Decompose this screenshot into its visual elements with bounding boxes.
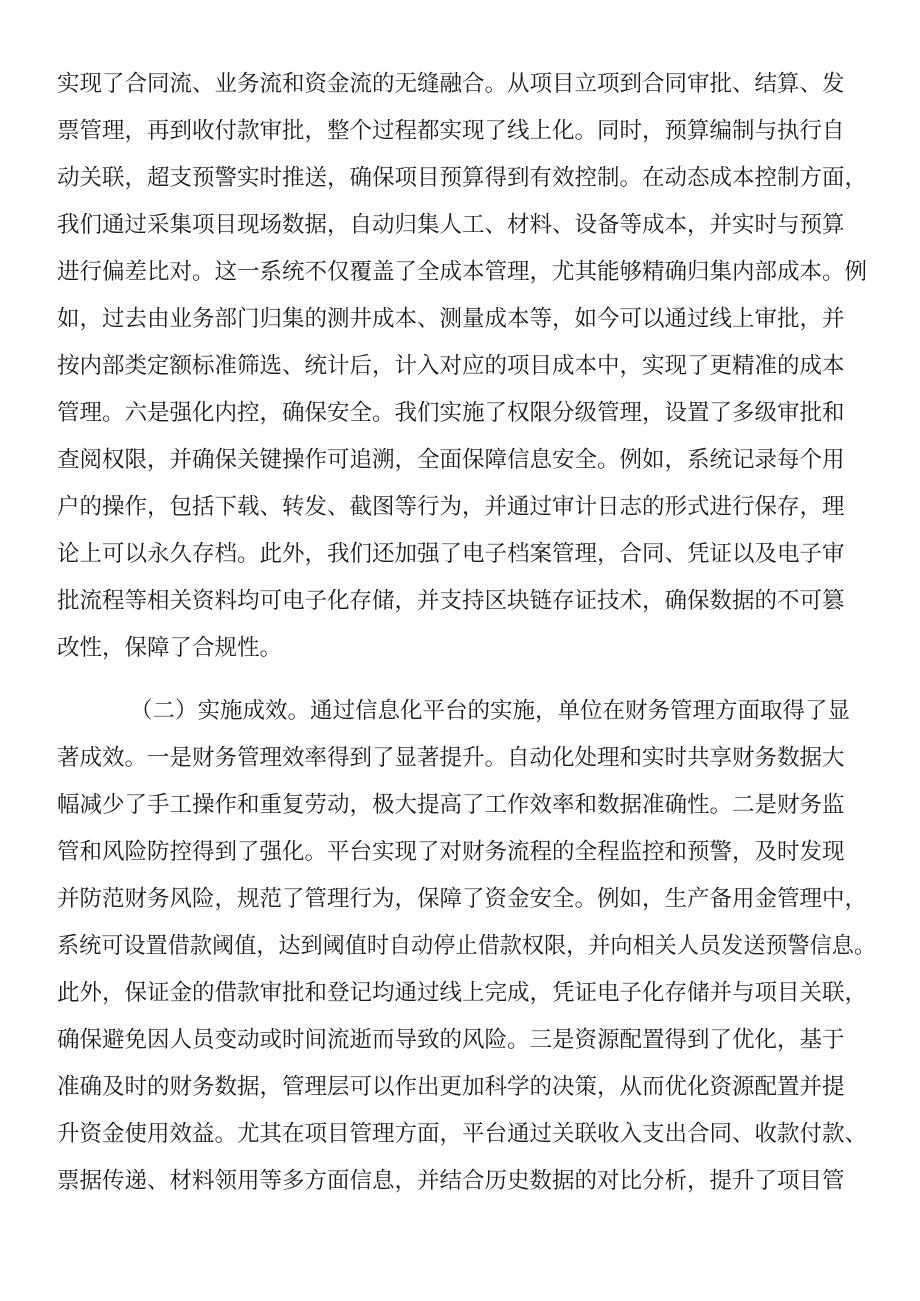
line-text: 升资金使用效益。尤其在项目管理方面，平台通过关联收入支出合同、收款付款、 xyxy=(57,1121,868,1147)
text-line xyxy=(0,1111,920,1157)
line-text: 此外，保证金的借款审批和登记均通过线上完成，凭证电子化存储并与项目关联， xyxy=(57,980,868,1006)
text-line xyxy=(0,1064,920,1110)
text-line xyxy=(0,484,920,530)
text-line xyxy=(0,296,920,342)
text-line xyxy=(0,155,920,201)
section-heading-line xyxy=(0,688,920,734)
line-text: 户的操作，包括下载、转发、截图等行为，并通过审计日志的形式进行保存，理 xyxy=(57,494,845,520)
text-line xyxy=(0,735,920,781)
line-text: 实现了合同流、业务流和资金流的无缝融合。从项目立项到合同审批、结算、发 xyxy=(57,71,845,97)
line-text: （二）实施成效。通过信息化平台的实施，单位在财务管理方面取得了显 xyxy=(130,698,851,724)
line-text: 论上可以永久存档。此外，我们还加强了电子档案管理，合同、凭证以及电子审 xyxy=(57,541,845,567)
line-text: 动关联，超支预警实时推送，确保项目预算得到有效控制。在动态成本控制方面， xyxy=(57,165,868,191)
text-line xyxy=(0,1158,920,1204)
text-line xyxy=(0,61,920,107)
line-text: 批流程等相关资料均可电子化存储，并支持区块链存证技术，确保数据的不可篡 xyxy=(57,588,845,614)
line-text: 如，过去由业务部门归集的测井成本、测量成本等，如今可以通过线上审批，并 xyxy=(57,306,845,332)
line-text: 幅减少了手工操作和重复劳动，极大提高了工作效率和数据准确性。二是财务监 xyxy=(57,792,845,818)
text-line xyxy=(0,343,920,389)
text-line xyxy=(0,108,920,154)
text-line xyxy=(0,1017,920,1063)
line-text: 并防范财务风险，规范了管理行为，保障了资金安全。例如，生产备用金管理中， xyxy=(57,886,868,912)
text-line xyxy=(0,249,920,295)
line-text: 管理。六是强化内控，确保安全。我们实施了权限分级管理，设置了多级审批和 xyxy=(57,400,845,426)
line-text: 票管理，再到收付款审批，整个过程都实现了线上化。同时，预算编制与执行自 xyxy=(57,118,845,144)
line-text: 查阅权限，并确保关键操作可追溯，全面保障信息安全。例如，系统记录每个用 xyxy=(57,447,845,473)
line-text: 系统可设置借款阈值，达到阈值时自动停止借款权限，并向相关人员发送预警信息。 xyxy=(57,933,877,959)
line-text: 改性，保障了合规性。 xyxy=(57,635,283,661)
line-text: 管和风险防控得到了强化。平台实现了对财务流程的全程监控和预警，及时发现 xyxy=(57,839,845,865)
text-line xyxy=(0,876,920,922)
text-line xyxy=(0,923,920,969)
text-line xyxy=(0,437,920,483)
text-line xyxy=(0,970,920,1016)
line-text: 按内部类定额标准筛选、统计后，计入对应的项目成本中，实现了更精准的成本 xyxy=(57,353,845,379)
line-text: 进行偏差比对。这一系统不仅覆盖了全成本管理，尤其能够精确归集内部成本。例 xyxy=(57,259,868,285)
text-line xyxy=(0,531,920,577)
line-text: 我们通过采集项目现场数据，自动归集人工、材料、设备等成本，并实时与预算 xyxy=(57,212,845,238)
text-line xyxy=(0,578,920,624)
text-line xyxy=(0,202,920,248)
line-text: 著成效。一是财务管理效率得到了显著提升。自动化处理和实时共享财务数据大 xyxy=(57,745,845,771)
text-line xyxy=(0,782,920,828)
text-line xyxy=(0,390,920,436)
text-line xyxy=(0,829,920,875)
text-line xyxy=(0,625,920,671)
line-text: 准确及时的财务数据，管理层可以作出更加科学的决策，从而优化资源配置并提 xyxy=(57,1074,845,1100)
line-text: 票据传递、材料领用等多方面信息，并结合历史数据的对比分析，提升了项目管 xyxy=(57,1168,845,1194)
line-text: 确保避免因人员变动或时间流逝而导致的风险。三是资源配置得到了优化，基于 xyxy=(57,1027,845,1053)
